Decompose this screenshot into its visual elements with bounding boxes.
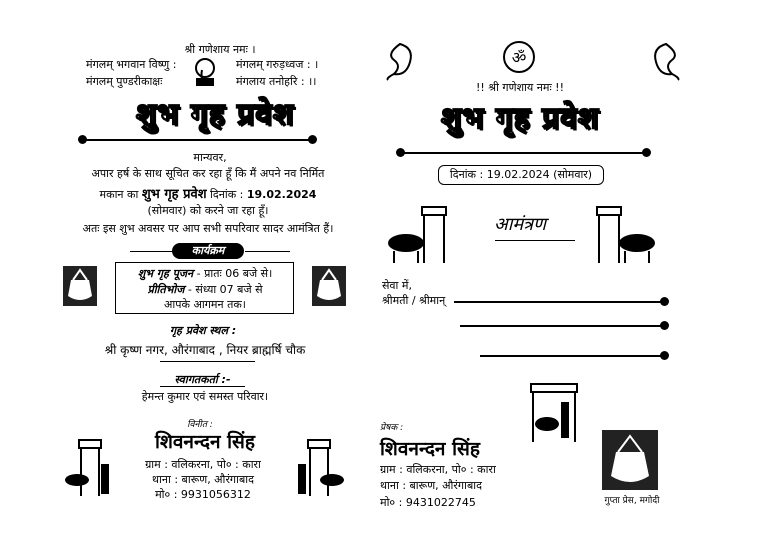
- om-icon: [502, 40, 536, 74]
- salutation: मान्यवर,: [193, 151, 227, 164]
- feast-time: - संध्या 07 बजे से: [187, 283, 263, 296]
- para-line2-date: 19.02.2024: [246, 188, 317, 201]
- ganesha-icon: [646, 40, 686, 82]
- left-police: थाना : बारूण, औरंगाबाद: [152, 473, 254, 486]
- left-title-divider: [84, 139, 314, 141]
- left-mobile: मो० : 9931056312: [155, 488, 251, 501]
- program-line-left: [130, 251, 175, 252]
- left-invocation: श्री गणेशाय नमः ।: [184, 43, 256, 56]
- para-line2: [58, 184, 358, 202]
- to-name: श्रीमती / श्रीमान्: [382, 294, 446, 307]
- venue-label: गृह प्रवेश स्थल :: [169, 324, 237, 337]
- para-line2-pre: मकान का: [99, 188, 139, 201]
- mandap-icon: [525, 382, 585, 444]
- address-line-3[interactable]: [480, 355, 664, 357]
- mandap-icon: [294, 438, 346, 498]
- welcome: हेमन्त कुमार एवं समस्त परिवार।: [141, 390, 269, 403]
- program-label: कार्यक्रम: [172, 243, 244, 259]
- right-village: ग्राम : वलिकरना, पो० : कारा: [380, 463, 496, 476]
- invitation-label: आमंत्रण: [493, 214, 547, 235]
- ganesha-icon: [380, 40, 420, 82]
- para-line2-bold: शुभ गृह प्रवेश: [141, 187, 207, 202]
- address-dot-2: [660, 321, 669, 330]
- kalash-icon: [312, 266, 346, 306]
- feast-time-2: आपके आगमन तक।: [164, 298, 246, 311]
- mantra-line1-left: मंगलम् भगवान विष्णु :: [86, 58, 177, 71]
- right-title: शुभ गृह प्रवेश: [440, 101, 600, 136]
- venue: श्री कृष्ण नगर, औरंगाबाद , नियर ब्राह्मर्षि चौक: [104, 343, 306, 357]
- mantra-line2-left: मंगलम् पुण्डरीकाक्षः: [86, 75, 163, 88]
- right-mobile: मो० : 9431022745: [380, 496, 476, 509]
- address-dot-3: [660, 351, 669, 360]
- mandap-icon: [63, 438, 115, 498]
- venue-underline: [160, 361, 255, 362]
- humble-label: विनीत :: [187, 420, 213, 430]
- feast-row: [116, 282, 294, 297]
- para-line4: अतः इस शुभ अवसर पर आप सभी सपरिवार सादर आमंत्रित हैं।: [82, 222, 334, 235]
- puja-time: - प्रातः 06 बजे से।: [196, 267, 273, 280]
- para-line3: (सोमवार) को करने जा रहा हूँ।: [147, 204, 269, 217]
- puja-row: [116, 266, 294, 281]
- kalash-icon: [63, 266, 97, 306]
- address-line-2[interactable]: [460, 325, 664, 327]
- kalash-icon: [602, 430, 658, 490]
- para-line2-mid: दिनांक :: [210, 188, 244, 201]
- address-line-1[interactable]: [454, 301, 664, 303]
- program-line-right: [245, 251, 290, 252]
- left-title: शुभ गृह प्रवेश: [135, 97, 295, 132]
- right-invocation: !! श्री गणेशाय नमः !!: [475, 81, 565, 94]
- right-date: दिनांक : 19.02.2024 (सोमवार): [438, 165, 604, 185]
- svg-text:ॐ: ॐ: [511, 48, 527, 67]
- right-divider-dot-left: [396, 148, 405, 157]
- sender-label: प्रेषक :: [380, 423, 404, 433]
- left-village: ग्राम : वलिकरना, पो० : कारा: [145, 458, 261, 471]
- right-name: शिवनन्दन सिंह: [380, 438, 480, 460]
- to-label: सेवा में,: [382, 279, 412, 292]
- welcome-label: स्वागतकर्ता :-: [174, 373, 231, 386]
- para-line1: अपार हर्ष के साथ सूचित कर रहा हूँ कि मैं अपने नव निर्मित: [91, 167, 325, 180]
- invitation-underline: [495, 240, 575, 241]
- cow-calf-icon: [593, 205, 665, 265]
- feast-label: प्रीतिभोज: [147, 283, 185, 296]
- press-name: गुप्ता प्रेस, मगोदी: [604, 496, 660, 506]
- mantra-line2-right: मंगलाय तनोहरि : ।।: [236, 75, 317, 88]
- left-name: शिवनन्दन सिंह: [155, 431, 255, 453]
- right-title-divider: [402, 152, 646, 154]
- left-divider-dot-left: [78, 135, 87, 144]
- cow-calf-icon: [378, 205, 450, 265]
- puja-label: शुभ गृह पूजन: [137, 267, 194, 280]
- right-police: थाना : बारूण, औरंगाबाद: [380, 479, 482, 492]
- left-divider-dot-right: [308, 135, 317, 144]
- address-dot-1: [660, 297, 669, 306]
- ganesha-icon: [190, 56, 220, 88]
- right-divider-dot-right: [642, 148, 651, 157]
- mantra-line1-right: मंगलम् गरुड़ध्वज : ।: [236, 58, 319, 71]
- welcome-underline: [160, 386, 245, 387]
